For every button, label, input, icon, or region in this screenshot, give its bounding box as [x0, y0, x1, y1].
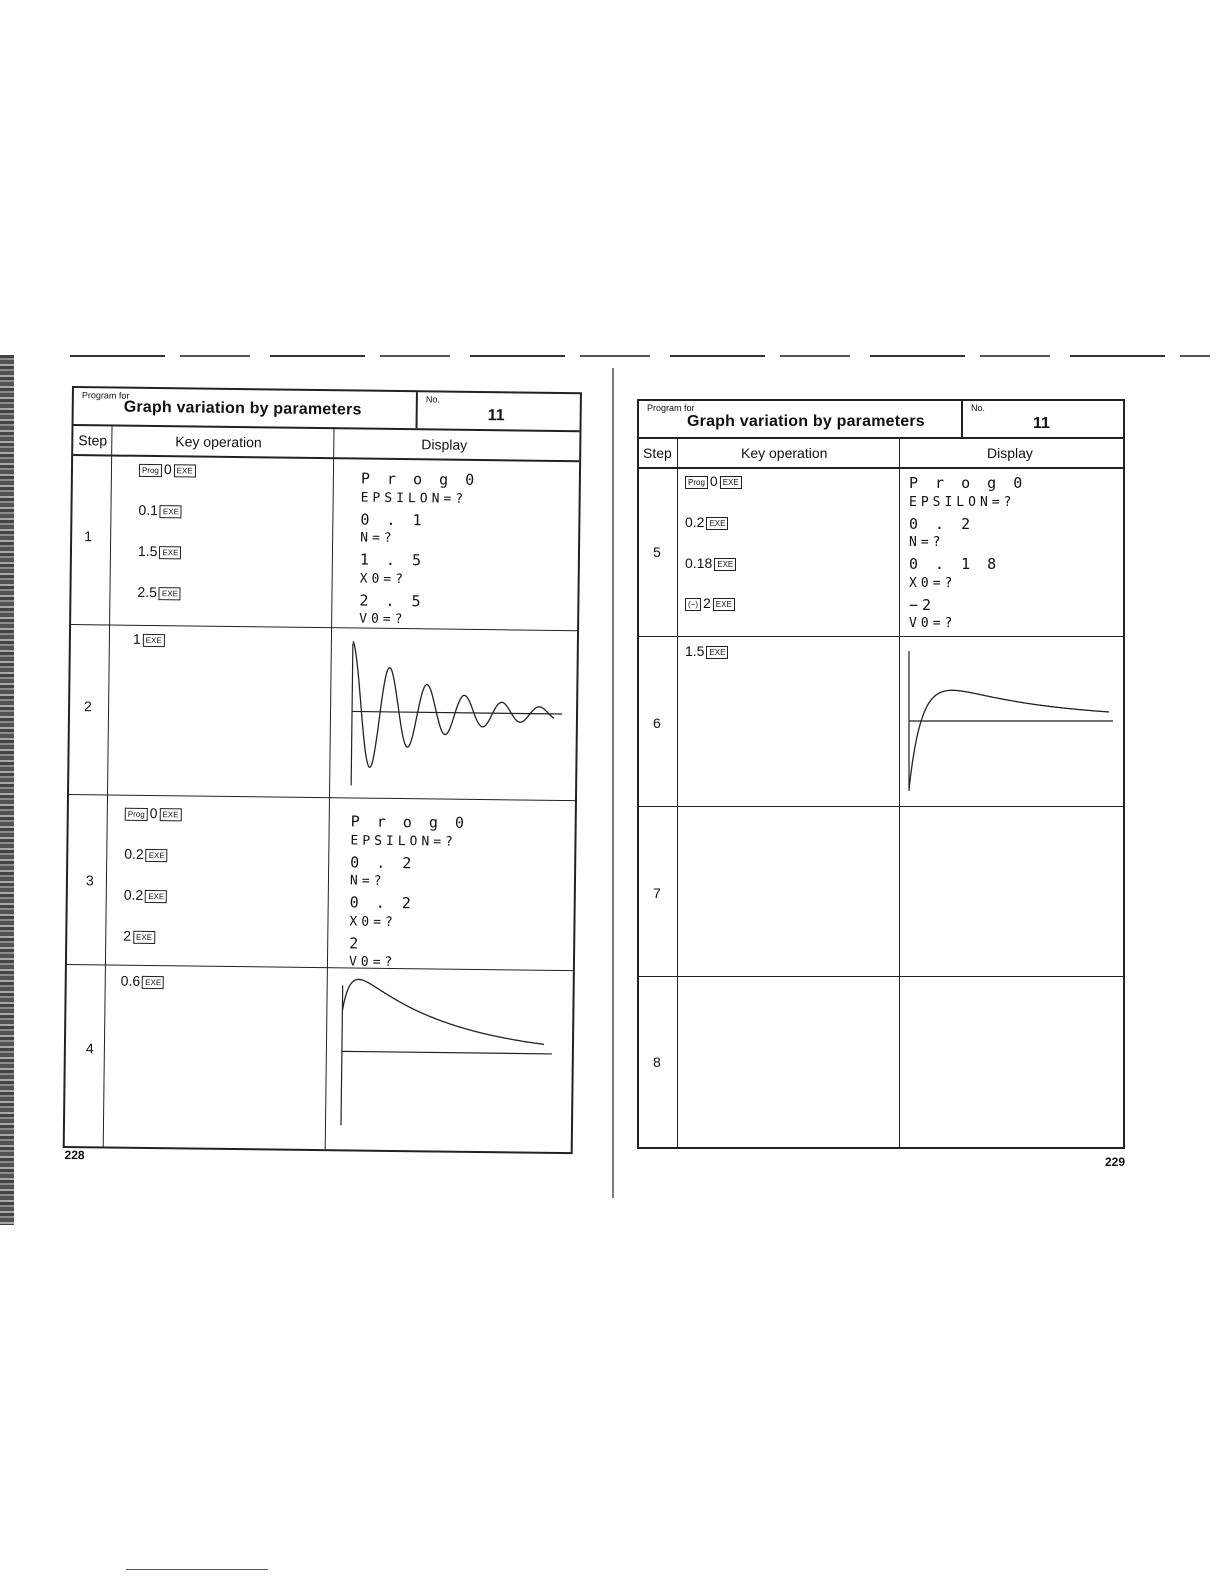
sheet-header — [639, 401, 1123, 439]
program-title: Graph variation by parameters — [123, 398, 362, 419]
key-operation: 2 EXE — [123, 928, 155, 944]
no-label: No. — [971, 403, 986, 413]
key-operation: 0.2 EXE — [124, 887, 168, 904]
key-operation: 2.5 EXE — [137, 584, 181, 601]
response-curve — [909, 690, 1109, 789]
graph-y-axis — [351, 643, 353, 785]
graph-x-axis — [342, 1051, 552, 1054]
display-line: 0 . 1 8 — [909, 555, 1001, 573]
no-label: No. — [425, 394, 440, 405]
exe-key: EXE — [133, 931, 155, 944]
program-number-box — [961, 401, 1123, 437]
exe-key: EXE — [714, 558, 736, 571]
display-line: N=? — [909, 535, 945, 550]
key-operation: 1 EXE — [133, 631, 165, 647]
graph-y-axis — [341, 985, 343, 1125]
display-line: P r o g 0 — [360, 469, 479, 489]
response-curve — [342, 979, 545, 1044]
step-number: 1 — [84, 528, 93, 545]
display-line: −2 — [909, 596, 936, 614]
display-line: X0=? — [349, 914, 397, 931]
key-operation: 1.5 EXE — [685, 643, 728, 659]
step-column-header: Step — [643, 445, 672, 461]
column-divider — [677, 437, 678, 1147]
display-line: N=? — [349, 873, 386, 889]
column-header-row — [639, 437, 1123, 469]
display-line: EPSILON=? — [350, 833, 457, 850]
column-divider — [899, 437, 900, 1147]
display-line: 0 . 2 — [349, 893, 415, 913]
display-line: 1 . 5 — [359, 550, 426, 570]
exe-key: EXE — [142, 976, 164, 989]
overdamped-graph — [329, 975, 561, 1148]
underdamped-negative-start-graph — [903, 645, 1119, 805]
display-line: 0 . 2 — [350, 853, 416, 873]
program-for-label: Program for — [81, 390, 130, 401]
display-line: 0 . 1 — [360, 510, 426, 530]
program-title: Graph variation by parameters — [687, 413, 925, 430]
step-number: 3 — [85, 872, 94, 889]
prog-key: Prog — [139, 464, 162, 477]
damped-oscillation-graph — [339, 635, 569, 798]
exe-key: EXE — [145, 890, 167, 903]
column-header-row — [73, 424, 579, 462]
step-number: 4 — [85, 1040, 94, 1057]
key-operation: 0.18 EXE — [685, 555, 736, 571]
step-number: 8 — [653, 1054, 661, 1070]
key-operation: Prog 0 EXE — [685, 473, 742, 489]
page-number: 229 — [1105, 1155, 1126, 1169]
left-program-sheet — [63, 386, 582, 1163]
damped-oscillation-curve — [351, 641, 555, 769]
key-operation-column-header: Key operation — [175, 433, 262, 451]
key-operation: (−) 2 EXE — [685, 595, 735, 611]
exe-key: EXE — [720, 476, 742, 489]
negative-key: (−) — [685, 598, 701, 611]
key-operation: Prog 0 EXE — [125, 805, 182, 822]
display-line: V0=? — [348, 954, 397, 971]
display-column-header: Display — [987, 445, 1033, 461]
row-divider — [639, 806, 1123, 807]
exe-key: EXE — [174, 464, 196, 477]
step-number: 2 — [83, 698, 92, 715]
exe-key: EXE — [159, 587, 181, 600]
display-line: V0=? — [909, 616, 957, 631]
prog-key: Prog — [125, 808, 148, 821]
scan-top-line — [70, 355, 1210, 357]
display-line: V0=? — [359, 611, 407, 628]
display-line: EPSILON=? — [909, 495, 1016, 510]
exe-key: EXE — [143, 634, 165, 647]
exe-key: EXE — [160, 505, 182, 518]
program-number-box — [416, 392, 580, 430]
step-number: 7 — [653, 885, 661, 901]
key-operation-column-header: Key operation — [741, 445, 828, 461]
book-spine — [612, 368, 614, 1198]
page-number: 228 — [64, 1147, 85, 1163]
display-line: 0 . 2 — [909, 515, 975, 533]
display-line: P r o g 0 — [909, 474, 1027, 492]
key-operation: 0.2 EXE — [124, 846, 168, 863]
step-number: 6 — [653, 715, 661, 731]
scan-bottom-line — [126, 1569, 268, 1570]
display-line: P r o g 0 — [350, 812, 469, 832]
row-divider — [639, 976, 1123, 977]
display-line: 2 — [349, 934, 363, 953]
key-operation: 0.2 EXE — [685, 514, 728, 530]
exe-key: EXE — [159, 808, 181, 821]
program-number: 11 — [1033, 415, 1050, 432]
display-line: EPSILON=? — [360, 490, 468, 507]
display-column-header: Display — [421, 436, 468, 453]
column-divider — [103, 424, 113, 1146]
exe-key: EXE — [706, 517, 728, 530]
display-line: X0=? — [909, 576, 957, 591]
right-program-sheet — [637, 399, 1126, 1169]
program-number: 11 — [487, 407, 505, 425]
display-line: X0=? — [359, 571, 408, 588]
exe-key: EXE — [706, 646, 728, 659]
step-column-header: Step — [78, 432, 108, 449]
program-for-label: Program for — [647, 403, 695, 413]
step-number: 5 — [653, 544, 661, 560]
exe-key: EXE — [713, 598, 735, 611]
prog-key: Prog — [685, 476, 708, 489]
key-operation: 0.6 EXE — [121, 973, 165, 990]
display-line: 2 . 5 — [359, 591, 425, 611]
key-operation: 0.1 EXE — [138, 502, 182, 519]
row-divider — [67, 964, 573, 971]
key-operation: Prog 0 EXE — [139, 461, 196, 478]
exe-key: EXE — [146, 849, 168, 862]
exe-key: EXE — [159, 546, 181, 559]
key-operation: 1.5 EXE — [138, 543, 182, 560]
row-divider — [639, 636, 1123, 637]
scan-edge-shadow — [0, 355, 14, 1225]
display-line: N=? — [360, 530, 396, 546]
